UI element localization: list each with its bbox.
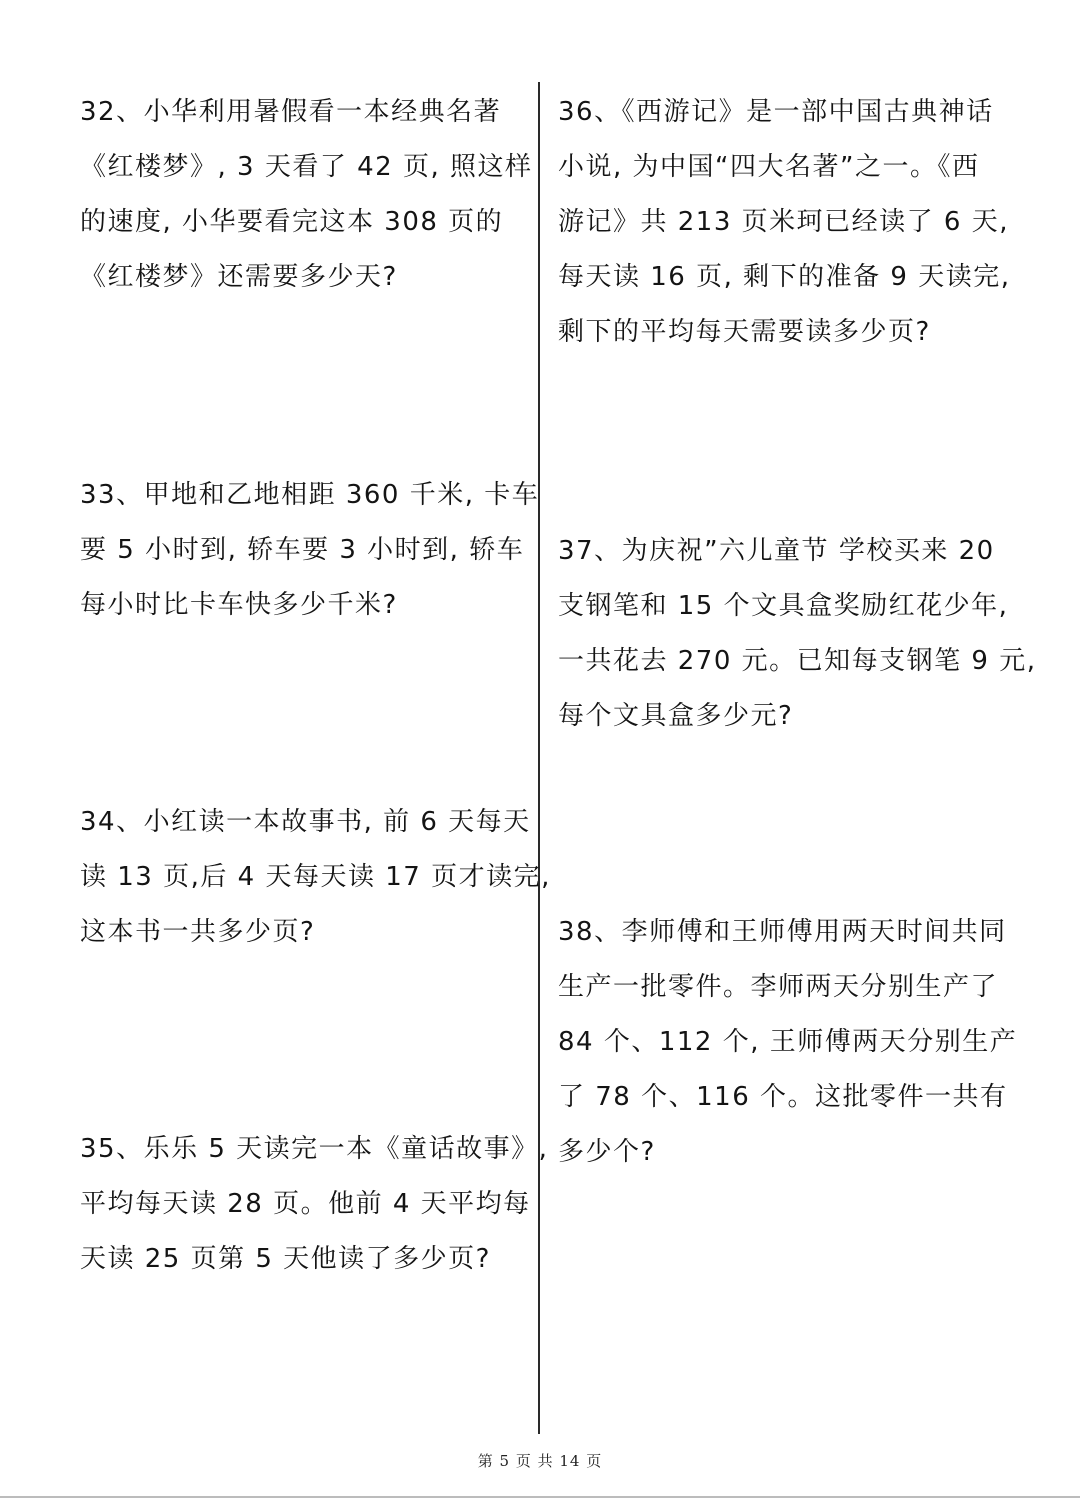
- problem-line: 生产一批零件。李师两天分别生产了: [558, 972, 999, 1002]
- problem-line: 每个文具盒多少元?: [558, 701, 794, 731]
- problem-line: 34、小红读一本故事书, 前 6 天每天: [80, 807, 531, 837]
- problem-line: 36、《西游记》是一部中国古典神话: [558, 97, 994, 127]
- problem-35: [80, 1122, 548, 1287]
- problem-line: 读 13 页,后 4 天每天读 17 页才读完,: [80, 862, 551, 892]
- problem-line: 游记》共 213 页米珂已经读了 6 天,: [558, 207, 1009, 237]
- problem-line: 32、小华利用暑假看一本经典名著: [80, 97, 502, 127]
- problem-line: 天读 25 页第 5 天他读了多少页?: [80, 1244, 491, 1274]
- problem-33: [80, 468, 539, 633]
- page-number-footer: 第 5 页 共 14 页: [477, 1452, 603, 1470]
- problem-36: [558, 85, 1010, 360]
- problem-line: 要 5 小时到, 轿车要 3 小时到, 轿车: [80, 535, 525, 565]
- problem-line: 35、乐乐 5 天读完一本《童话故事》,: [80, 1134, 549, 1164]
- problem-line: 支钢笔和 15 个文具盒奖励红花少年,: [558, 591, 1009, 621]
- problem-line: 33、甲地和乙地相距 360 千米, 卡车: [80, 480, 540, 510]
- problem-line: 平均每天读 28 页。他前 4 天平均每: [80, 1189, 531, 1219]
- problem-32: [80, 85, 532, 305]
- problem-line: 的速度, 小华要看完这本 308 页的: [80, 207, 504, 237]
- problem-line: 38、李师傅和王师傅用两天时间共同: [558, 917, 1007, 947]
- problem-line: 一共花去 270 元。已知每支钢笔 9 元,: [558, 646, 1037, 676]
- problem-line: 多少个?: [558, 1137, 656, 1167]
- page-bottom-rule: [0, 1496, 1080, 1498]
- problem-38: [558, 905, 1017, 1180]
- problem-line: 了 78 个、116 个。这批零件一共有: [558, 1082, 1008, 1112]
- problem-line: 剩下的平均每天需要读多少页?: [558, 317, 931, 347]
- problem-37: [558, 524, 1037, 744]
- problem-line: 84 个、112 个, 王师傅两天分别生产: [558, 1027, 1018, 1057]
- problem-line: 这本书一共多少页?: [80, 917, 316, 947]
- problem-line: 每小时比卡车快多少千米?: [80, 590, 398, 620]
- problem-34: [80, 795, 551, 960]
- problem-line: 《红楼梦》还需要多少天?: [80, 262, 398, 292]
- problem-line: 37、为庆祝”六儿童节 学校买来 20: [558, 536, 995, 566]
- problem-line: 每天读 16 页, 剩下的准备 9 天读完,: [558, 262, 1011, 292]
- problem-line: 小说, 为中国“四大名著”之一。《西: [558, 152, 980, 182]
- problem-line: 《红楼梦》, 3 天看了 42 页, 照这样: [80, 152, 533, 182]
